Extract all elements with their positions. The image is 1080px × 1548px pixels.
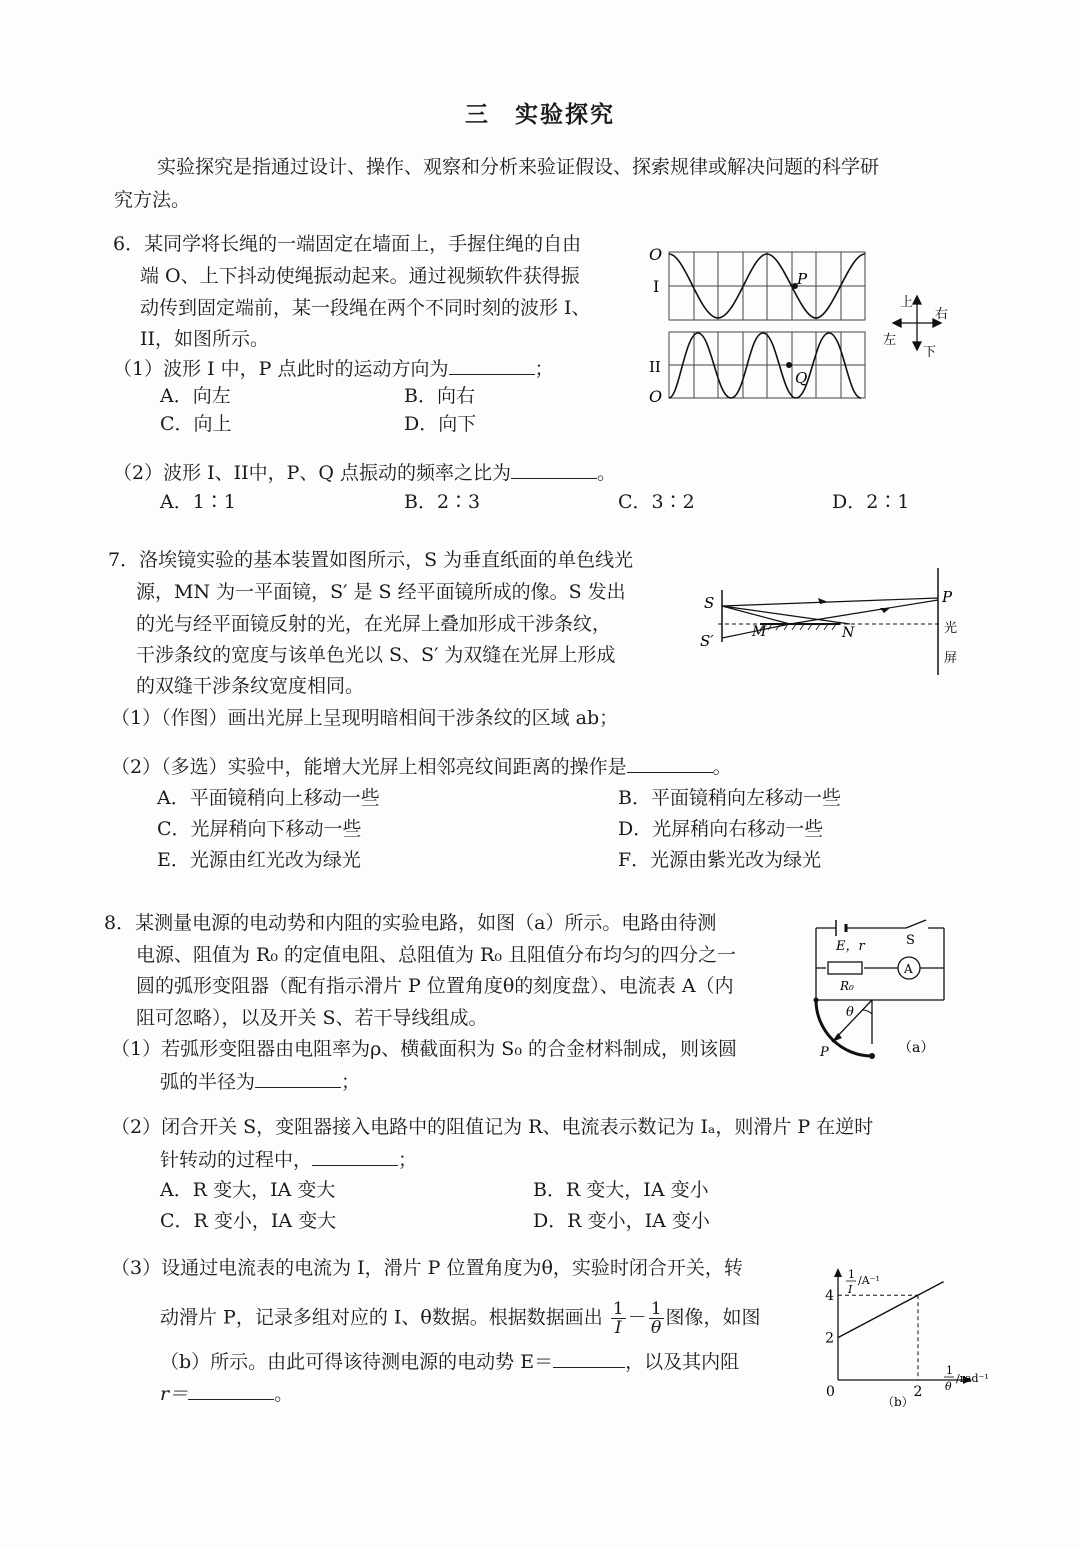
q7-line-5: 的双缝干涉条纹宽度相同。 [136, 675, 365, 697]
q7-line-2: 源，MN 为一平面镜，S′ 是 S 经平面镜所成的像。S 发出 [136, 581, 626, 603]
label-ammeter-a: A [904, 962, 913, 976]
slider-tip [832, 1033, 842, 1042]
label-s: S [704, 594, 715, 612]
q8-line-2: 电源、阻值为 R₀ 的定值电阻、总阻值为 R₀ 且阻值分布均匀的四分之一 [136, 944, 737, 966]
q7-line-4: 干涉条纹的宽度与该单色光以 S、S′ 为双缝在光屏上形成 [136, 644, 616, 666]
q8-part-1-a: （1）若弧形变阻器由电阻率为ρ、横截面积为 S₀ 的合金材料制成，则该圆 [111, 1038, 737, 1060]
q6-line-1: 6．某同学将长绳的一端固定在墙面上，手握住绳的自由 [113, 233, 582, 255]
q7-option-b: B．平面镜稍向左移动一些 [618, 787, 841, 809]
label-up: 上 [900, 295, 914, 310]
label-o-1: O [649, 245, 663, 264]
section-title: 三 实验探究 [465, 101, 615, 128]
label-left: 左 [883, 333, 897, 348]
answer-blank[interactable] [627, 754, 713, 773]
x-unit: /rad⁻¹ [956, 1372, 989, 1385]
q8-line-1: 8．某测量电源的电动势和内阻的实验电路，如图（a）所示。电路由待测 [104, 912, 717, 934]
label-q: Q [795, 369, 808, 387]
node-b [869, 1053, 875, 1059]
q8-part-3-b-post: 图像，如图 [665, 1306, 761, 1329]
ray-arrow-1 [818, 598, 828, 604]
intro-line-1: 实验探究是指通过设计、操作、观察和分析来验证假设、探索规律或解决问题的科学研 [157, 156, 880, 178]
punct: 。 [597, 462, 617, 484]
label-slider-p: P [820, 1045, 829, 1060]
q6-option-b: B．向右 [404, 385, 475, 407]
q8-part-3-d [160, 1381, 293, 1406]
q7-option-f: F．光源由紫光改为绿光 [618, 849, 822, 871]
punct: ； [341, 1071, 361, 1093]
label-o-2: O [649, 387, 663, 406]
q8-option-a: A．R 变大，IA 变大 [160, 1179, 336, 1201]
q8-graph-b [818, 1262, 998, 1412]
q7-option-d: D．光屏稍向右移动一些 [618, 818, 824, 840]
y-label-num: 1 [848, 1268, 855, 1281]
q7-option-a: A．平面镜稍向上移动一些 [157, 787, 380, 809]
data-line [838, 1282, 944, 1338]
q8-line-4: 阻可忽略），以及开关 S、若干导线组成。 [136, 1007, 488, 1029]
q8-part-3-d-pre: r＝ [160, 1383, 189, 1405]
intro-line-2: 究方法。 [114, 189, 191, 211]
frac-num: 1 [650, 1299, 662, 1319]
q6-part-2 [113, 460, 616, 485]
x-label-num: 1 [946, 1364, 953, 1377]
fraction-1-over-i [611, 1300, 626, 1337]
label-e-r: E，r [836, 939, 865, 954]
q7-part-2 [111, 754, 732, 779]
q6-p2-option-c: C．3∶2 [618, 491, 695, 513]
label-m: M [752, 624, 767, 640]
label-screen-1: 光 [944, 621, 958, 636]
q6-part-1-text: （1）波形 I 中，P 点此时的运动方向为 [113, 358, 449, 380]
punct: ； [398, 1149, 418, 1171]
x-tick-label-2: 2 [913, 1384, 923, 1400]
label-n: N [842, 625, 855, 641]
q7-line-3: 的光与经平面镜反射的光，在光屏上叠加形成干涉条纹， [136, 613, 612, 635]
label-p: P [797, 270, 808, 288]
q7-part-1: （1）（作图）画出光屏上呈现明暗相间干涉条纹的区域 ab； [111, 707, 619, 729]
q8-part-3-b-pre: 动滑片 P，记录多组对应的 I、θ数据。根据数据画出 [160, 1306, 603, 1329]
q6-part-2-text: （2）波形 I、II中，P、Q 点振动的频率之比为 [113, 462, 512, 484]
q8-circuit-figure [806, 914, 956, 1074]
label-r0: R₀ [840, 979, 854, 993]
punct: 。 [712, 756, 732, 778]
q6-option-d: D．向下 [404, 413, 477, 435]
answer-blank[interactable] [255, 1069, 341, 1088]
label-s-prime: S′ [700, 632, 714, 650]
q7-lloyd-mirror-figure [690, 560, 980, 685]
minus-sign: － [627, 1306, 647, 1329]
q6-part-1 [113, 356, 554, 381]
q8-line-3: 圆的弧形变阻器（配有指示滑片 P 位置角度θ的刻度盘）、电流表 A（内 [136, 975, 734, 997]
q8-option-d: D．R 变小，IA 变小 [533, 1210, 710, 1232]
label-theta: θ [846, 1005, 854, 1020]
point-q [786, 362, 792, 368]
q6-line-2: 端 O、上下抖动使绳振动起来。通过视频软件获得振 [140, 265, 580, 287]
label-down: 下 [923, 345, 937, 360]
label-screen-2: 屏 [944, 651, 958, 666]
q8-part-3-b [160, 1300, 761, 1337]
q8-part-1-b [160, 1069, 360, 1094]
origin-label: 0 [826, 1384, 835, 1400]
q6-wave-figure [645, 240, 975, 410]
q6-line-4: II，如图所示。 [140, 328, 270, 350]
q6-p2-option-d: D．2∶1 [832, 491, 910, 513]
q7-option-e: E．光源由红光改为绿光 [157, 849, 361, 871]
q6-p2-option-b: B．2∶3 [404, 491, 481, 513]
angle-arc [862, 1010, 872, 1014]
y-axis-arrow [834, 1268, 842, 1277]
q7-line-1: 7．洛埃镜实验的基本装置如图所示，S 为垂直纸面的单色线光 [108, 549, 634, 571]
resistor-r0 [828, 962, 862, 974]
ray-arrow-2 [880, 608, 890, 613]
q6-line-3: 动传到固定端前，某一段绳在两个不同时刻的波形 I、 [140, 297, 591, 319]
label-fig-b: （b） [882, 1395, 914, 1409]
q8-part-2-b [160, 1147, 417, 1172]
q8-option-c: C．R 变小，IA 变大 [160, 1210, 337, 1232]
answer-blank-e[interactable] [553, 1349, 625, 1368]
q8-part-3-a: （3）设通过电流表的电流为 I，滑片 P 位置角度为θ，实验时闭合开关，转 [111, 1257, 743, 1279]
wave-grid-1 [669, 252, 865, 320]
q6-p2-option-a: A．1∶1 [160, 491, 236, 513]
frac-den: θ [650, 1318, 662, 1338]
answer-blank-r[interactable] [188, 1381, 274, 1400]
punct: ； [534, 358, 554, 380]
frac-den: I [614, 1318, 622, 1338]
node-a [814, 998, 819, 1003]
q6-option-a: A．向左 [160, 385, 231, 407]
y-unit: /A⁻¹ [858, 1274, 880, 1287]
punct: 。 [274, 1383, 294, 1405]
label-right: 右 [935, 307, 949, 322]
label-fig-a: （a） [898, 1040, 935, 1056]
q8-part-2-b-text: 针转动的过程中， [160, 1149, 313, 1171]
q8-part-3-c-pre: （b）所示。由此可得该待测电源的电动势 E＝ [160, 1351, 554, 1373]
answer-blank[interactable] [511, 460, 597, 479]
wave-grid-2 [669, 332, 865, 398]
label-ii: II [649, 358, 661, 376]
q8-part-3-c-post: ，以及其内阻 [625, 1351, 740, 1373]
fraction-1-over-theta [649, 1300, 664, 1337]
answer-blank[interactable] [312, 1147, 398, 1166]
q8-option-b: B．R 变大，IA 变小 [533, 1179, 709, 1201]
answer-blank[interactable] [449, 356, 535, 375]
label-switch-s: S [906, 933, 915, 948]
y-label-den: I [848, 1283, 853, 1296]
label-i: I [653, 277, 660, 296]
y-tick-label-4: 4 [825, 1288, 834, 1305]
q8-part-2-a: （2）闭合开关 S，变阻器接入电路中的阻值记为 R、电流表示数记为 Iₐ，则滑片 P 在逆时 [111, 1116, 874, 1138]
q6-option-c: C．向上 [160, 413, 232, 435]
q7-option-c: C．光屏稍向下移动一些 [157, 818, 362, 840]
y-tick-label-2: 2 [825, 1330, 834, 1347]
label-p-screen: P [942, 588, 953, 606]
q8-part-3-c [160, 1349, 739, 1374]
x-label-den: θ [945, 1380, 952, 1393]
frac-num: 1 [612, 1299, 624, 1319]
q8-part-1-b-text: 弧的半径为 [160, 1071, 256, 1093]
q7-part-2-text: （2）（多选）实验中，能增大光屏上相邻亮纹间距离的操作是 [111, 756, 627, 778]
